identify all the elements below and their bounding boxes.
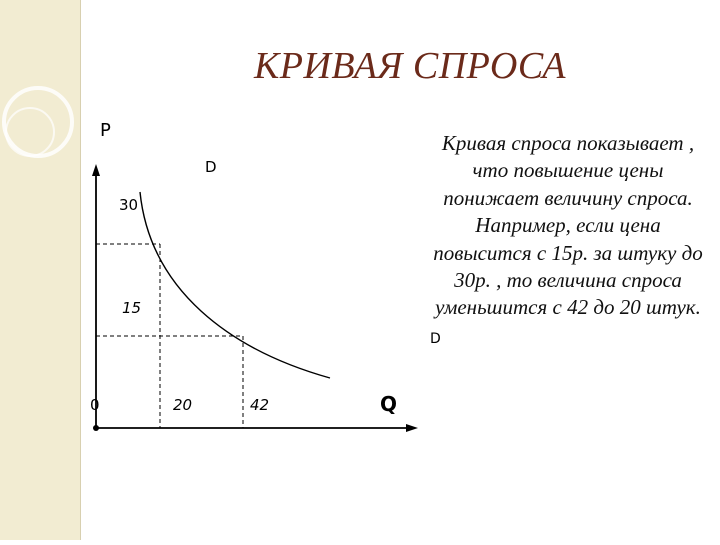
curve-label-bottom: D bbox=[430, 331, 441, 347]
curve-label-top: D bbox=[205, 158, 217, 176]
price-axis-label: P bbox=[100, 120, 111, 141]
quantity-tick-42: 42 bbox=[250, 396, 270, 414]
quantity-tick-20: 20 bbox=[173, 396, 193, 414]
explanation-text: Кривая спроса показывает , что повышение цены понижает величину спроса. Например, если цена повысится с 15р. за штуку до 30р. , то величина спроса уменьшится с 42 до 20 штук. bbox=[433, 131, 703, 320]
slide-title: КРИВАЯ СПРОСА bbox=[254, 45, 566, 87]
quantity-axis-label: Q bbox=[380, 392, 398, 416]
quantity-axis-arrow bbox=[406, 424, 418, 432]
origin-label: 0 bbox=[90, 396, 100, 414]
demand-curve bbox=[140, 192, 330, 378]
price-tick-15: 15 bbox=[122, 299, 142, 317]
price-tick-30: 30 bbox=[119, 196, 139, 214]
price-axis-arrow bbox=[92, 164, 100, 176]
origin-dot bbox=[93, 425, 99, 431]
